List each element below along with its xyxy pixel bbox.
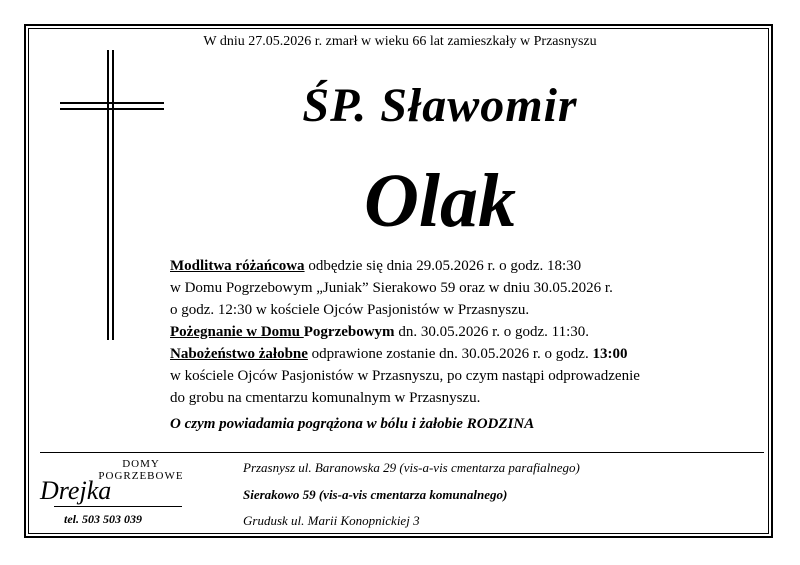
address-3: Grudusk ul. Marii Konopnickiej 3 — [243, 513, 420, 528]
divider — [40, 452, 764, 453]
logo-script: Drejka — [40, 476, 112, 505]
details-line-3: o godz. 12:30 w kościele Ojców Pasjonistów w Przasnyszu. — [170, 302, 530, 318]
name-last: Olak — [364, 159, 516, 243]
details-line-6: w kościele Ojców Pasjonistów w Przasnyszu, po czym nastąpi odprowadzenie — [170, 368, 640, 384]
mass-label: Nabożeństwo żałobne — [170, 346, 308, 362]
rosary-label: Modlitwa różańcowa — [170, 258, 305, 274]
details-line-2: w Domu Pogrzebowym „Juniak” Sierakowo 59 oraz w dniu 30.05.2026 r. — [170, 280, 613, 296]
mass-line: Nabożeństwo żałobne odprawione zostanie dn. 30.05.2026 r. o godz. 13:00 — [170, 346, 628, 362]
funeral-home-logo: DOMY POGRZEBOWE Drejka — [40, 458, 184, 505]
phone-number: tel. 503 503 039 — [64, 512, 142, 526]
ceremony-details — [170, 255, 730, 409]
rosary-line: Modlitwa różańcowa odbędzie się dnia 29.05.2026 r. o godz. 18:30 — [170, 258, 582, 274]
header-text: W dniu 27.05.2026 r. zmarł w wieku 66 lat zamieszkały w Przasnyszu — [203, 34, 597, 49]
closing-text: O czym powiadamia pogrążona w bólu i żałobie RODZINA — [170, 416, 535, 432]
mass-time: 13:00 — [592, 346, 628, 362]
address-2: Sierakowo 59 (vis-a-vis cmentarza komunalnego) — [243, 487, 508, 502]
address-1: Przasnysz ul. Baranowska 29 (vis-a-vis cmentarza parafialnego) — [243, 460, 580, 475]
name-first: ŚP. Sławomir — [302, 79, 578, 132]
details-line-7: do grobu na cmentarzu komunalnym w Przasnyszu. — [170, 390, 481, 406]
farewell-label: Pożegnanie w Domu — [170, 324, 304, 340]
farewell-line: Pożegnanie w Domu Pogrzebowym dn. 30.05.2026 r. o godz. 11:30. — [170, 324, 589, 340]
